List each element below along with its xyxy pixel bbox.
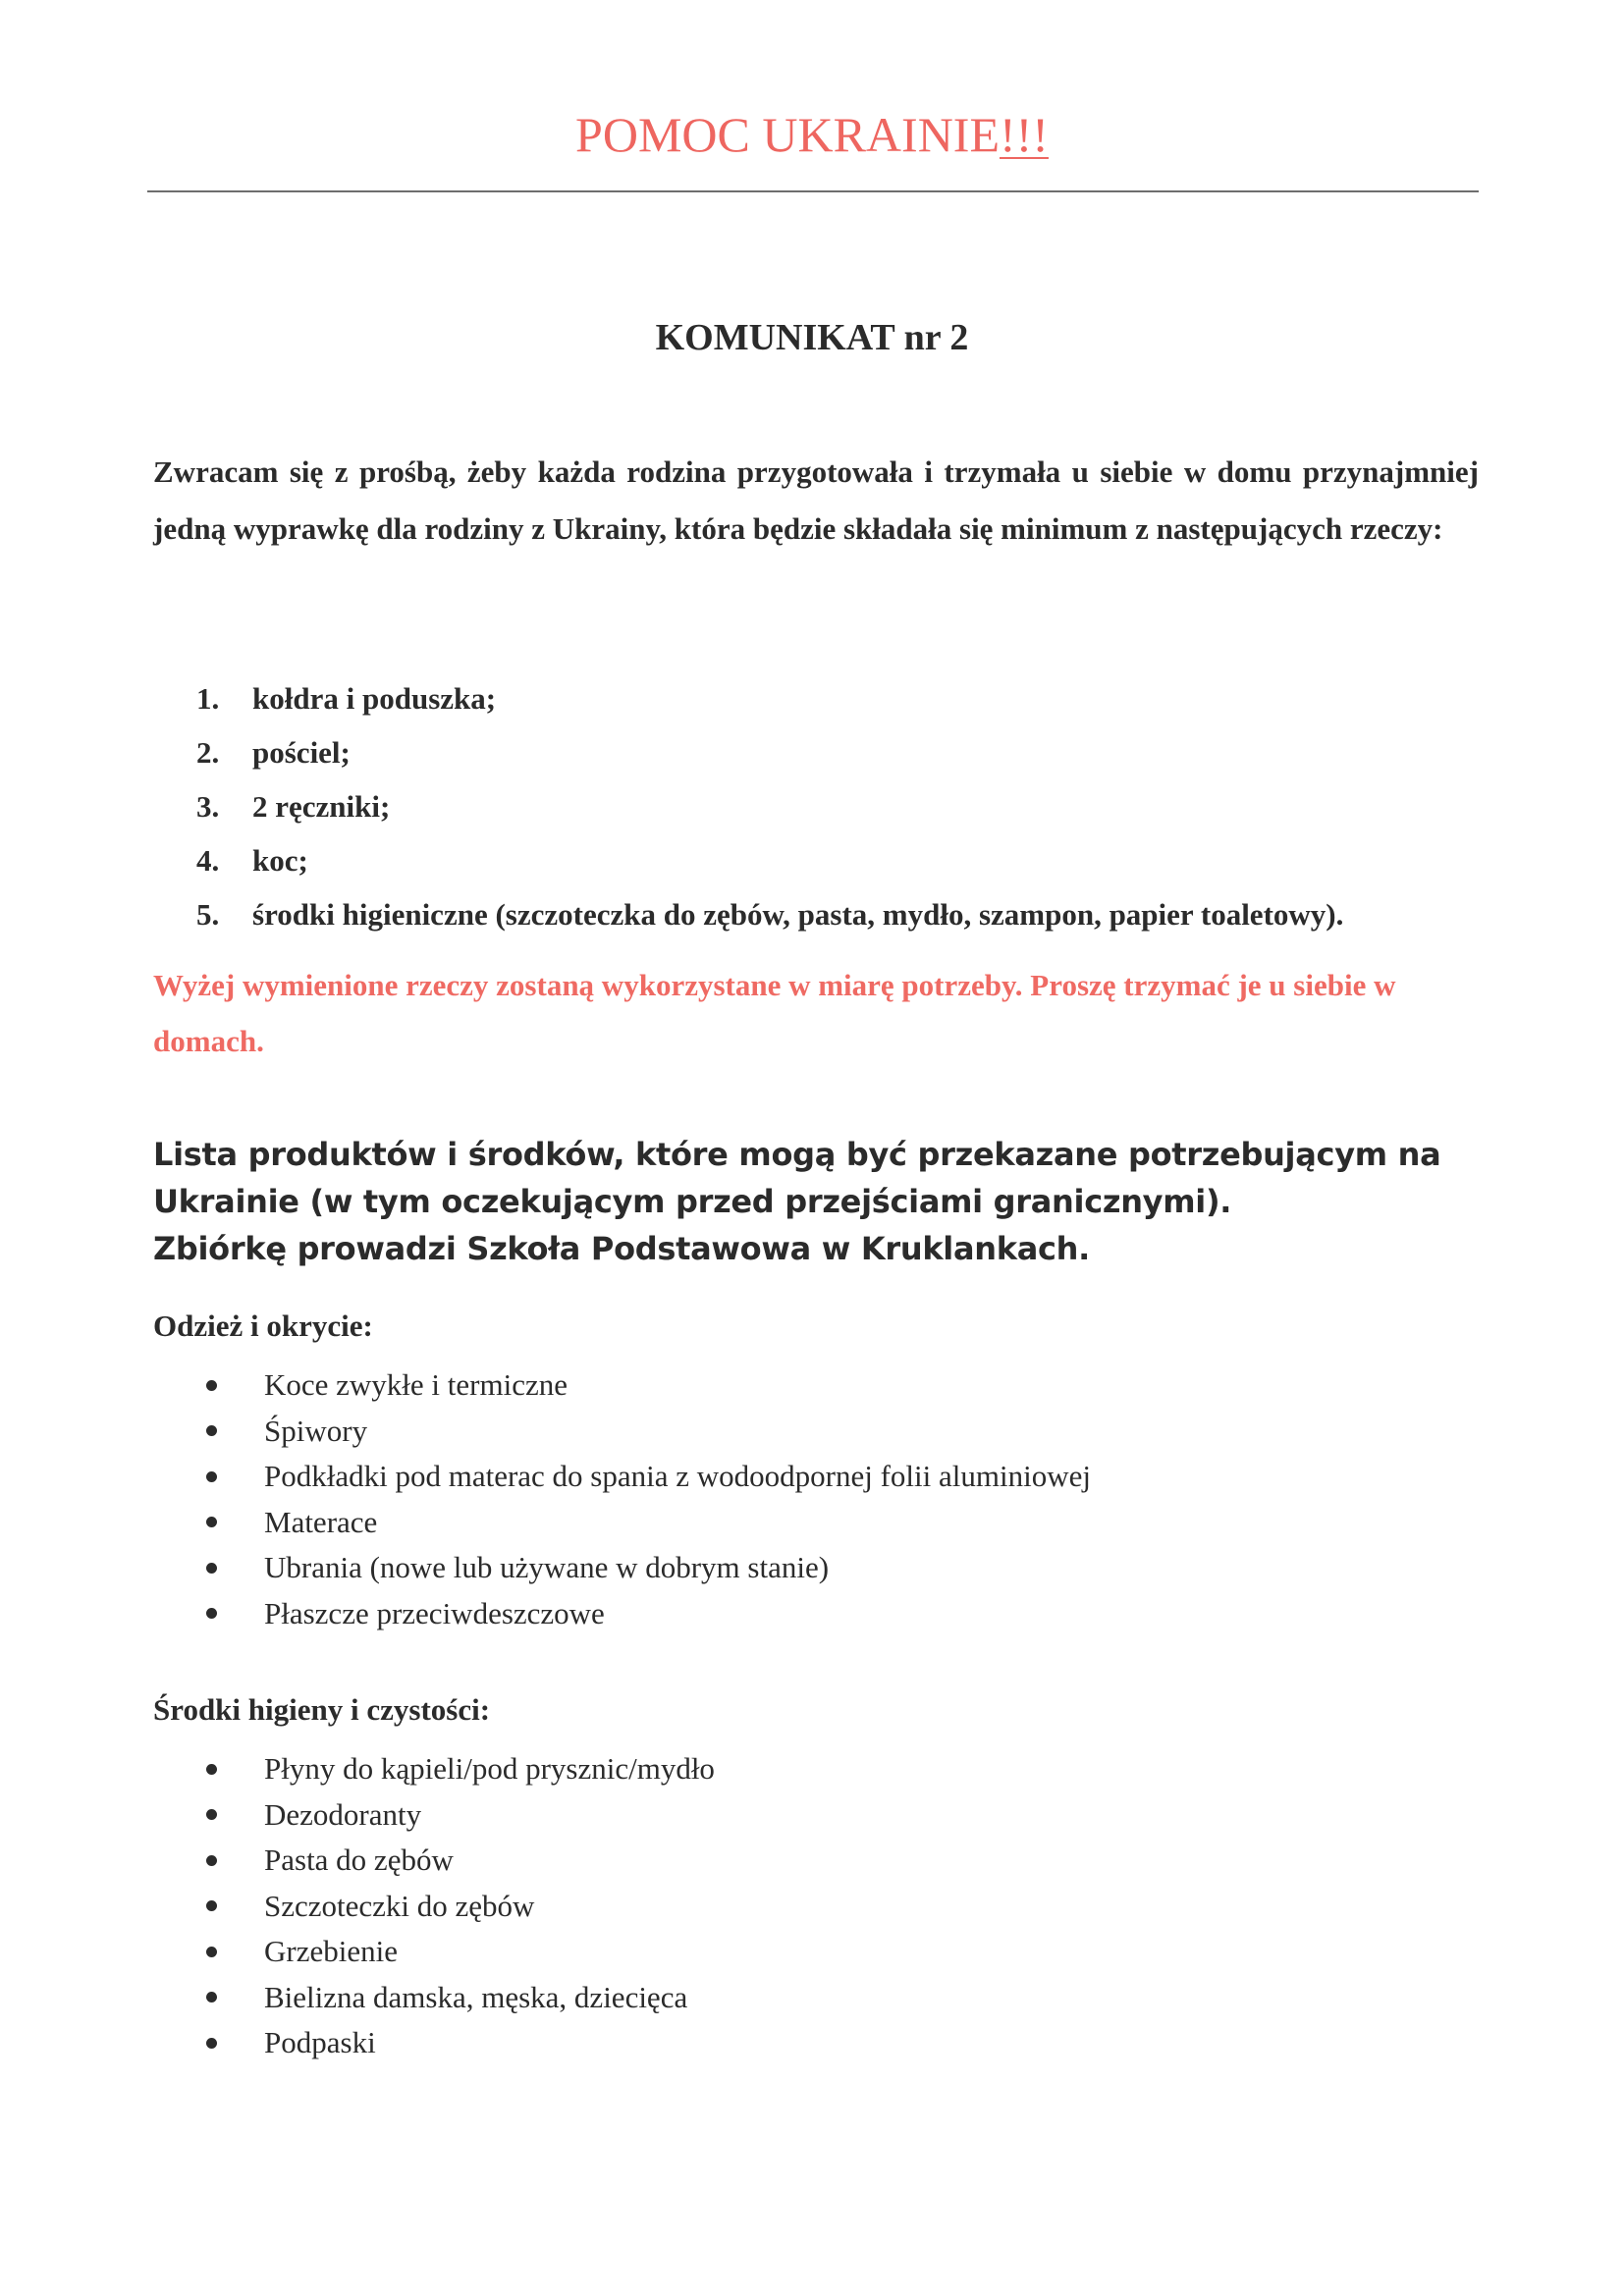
list-item (196, 1454, 1091, 1500)
item-text: Podkładki pod materac do spania z wodoodpornej folii aluminiowej (264, 1459, 1091, 1493)
bullet-icon (206, 1809, 217, 1820)
hygiene-list (196, 1746, 715, 2066)
item-text: 2 ręczniki; (252, 789, 391, 824)
item-number: 5. (196, 897, 220, 932)
bullet-icon (206, 1947, 217, 1957)
bullet-icon (206, 1900, 217, 1911)
list-item (196, 1409, 1091, 1455)
list-item (196, 1884, 715, 1930)
list-item (196, 1792, 715, 1839)
horizontal-divider (147, 190, 1479, 192)
list-item (196, 1500, 1091, 1546)
item-text: Śpiwory (264, 1413, 368, 1448)
announcement-heading: KOMUNIKAT nr 2 (655, 317, 969, 358)
bullet-icon (206, 1855, 217, 1866)
item-text: Koce zwykłe i termiczne (264, 1367, 568, 1402)
item-number: 3. (196, 789, 220, 824)
item-number: 2. (196, 735, 220, 770)
collection-heading-line1: Lista produktów i środków, które mogą być przekazane potrzebującym na Ukrainie (w tym oczekującym przed przejściami granicznymi). (153, 1136, 1441, 1220)
bullet-icon (206, 1425, 217, 1436)
item-text: Bielizna damska, męska, dziecięca (264, 1979, 688, 2014)
list-item (196, 725, 1343, 779)
list-item (196, 2020, 715, 2066)
section-title-hygiene: Środki higieny i czystości: (153, 1692, 491, 1727)
bullet-icon (206, 1608, 217, 1619)
bullet-icon (206, 1563, 217, 1574)
item-text: pościel; (252, 735, 351, 770)
item-text: Szczoteczki do zębów (264, 1888, 535, 1923)
section-title-clothing: Odzież i okrycie: (153, 1308, 373, 1343)
list-item (196, 1362, 1091, 1409)
bullet-icon (206, 1380, 217, 1391)
list-item (196, 1591, 1091, 1637)
list-item (196, 1929, 715, 1975)
item-text: Podpaski (264, 2025, 376, 2059)
list-item (196, 1838, 715, 1884)
item-text: Płaszcze przeciwdeszczowe (264, 1595, 605, 1630)
announcement-intro: Zwracam się z prośbą, żeby każda rodzina przygotowała i trzymała u siebie w domu przynajmniej jedną wyprawkę dla rodziny z Ukrainy, która będzie składała się minimum z następujących rzeczy: (153, 454, 1479, 546)
page-title-text: POMOC UKRAINIE (575, 107, 1000, 162)
item-text: koc; (252, 843, 308, 878)
item-text: Pasta do zębów (264, 1842, 454, 1877)
list-item (196, 833, 1343, 887)
bullet-icon (206, 1764, 217, 1775)
item-text: Dezodoranty (264, 1796, 422, 1832)
clothing-list (196, 1362, 1091, 1636)
required-items-list (196, 671, 1343, 941)
item-text: środki higieniczne (szczoteczka do zębów, pasta, mydło, szampon, papier toaletowy). (252, 897, 1344, 932)
item-number: 4. (196, 843, 220, 878)
list-item (196, 779, 1343, 833)
list-item (196, 1746, 715, 1792)
item-text: Grzebienie (264, 1934, 398, 1968)
item-text: Płyny do kąpieli/pod prysznic/mydło (264, 1751, 715, 1786)
item-text: Materace (264, 1504, 378, 1539)
highlighted-note: Wyżej wymienione rzeczy zostaną wykorzystane w miarę potrzeby. Proszę trzymać je u siebie w domach. (153, 968, 1396, 1058)
list-item (196, 671, 1343, 725)
list-item (196, 887, 1343, 941)
item-text: kołdra i poduszka; (252, 681, 497, 716)
page-title (0, 106, 1624, 163)
collection-heading (153, 1131, 1479, 1272)
list-item (196, 1545, 1091, 1591)
bullet-icon (206, 2038, 217, 2049)
page-title-exclamation: !!! (1000, 107, 1049, 162)
item-number: 1. (196, 681, 220, 716)
bullet-icon (206, 1992, 217, 2002)
bullet-icon (206, 1517, 217, 1527)
item-text: Ubrania (nowe lub używane w dobrym stanie) (264, 1550, 830, 1584)
list-item (196, 1975, 715, 2021)
collection-heading-line2: Zbiórkę prowadzi Szkoła Podstawowa w Kruklankach. (153, 1230, 1091, 1267)
bullet-icon (206, 1471, 217, 1482)
